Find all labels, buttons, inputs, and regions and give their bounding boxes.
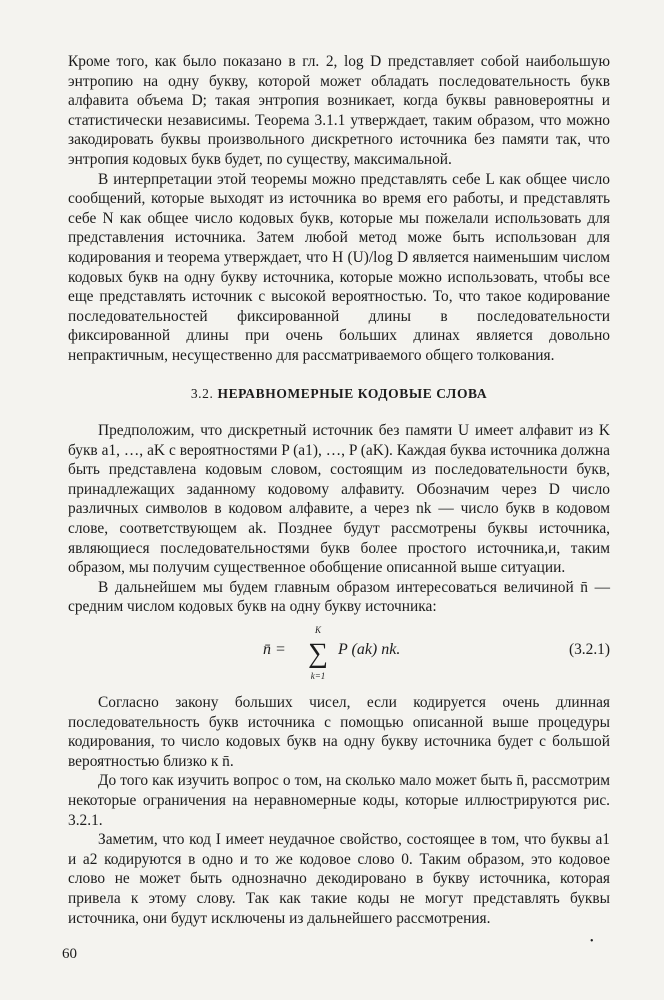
sum-upper-limit: K [314,625,321,636]
paragraph-interpretation: В интерпретации этой теоремы можно представлять себе L как общее число сообщений, которые выходят из источника во время его работы, и представлять себе N как общее число кодовых букв, которые мы пожелали использовать для представления источника. Затем любой метод може быть использован для кодирования и теорема утверждает, что H (U)/log D является наименьшим числом кодовых букв на одну букву источника, которые можно использовать, чтобы все еще представлять источник с высокой вероятностью. То, что такое кодирование последовательностей фиксированной длины в последовательности фиксированной длины при очень больших длинах является довольно непрактичным, несущественно для рассматриваемого общего толкования. [68,170,610,364]
equation-3-2-1 [68,621,610,687]
paragraph-intro: Кроме того, как было показано в гл. 2, log D представляет собой наибольшую энтропию на одну букву, которой может обладать последовательность букв алфавита объема D; такая энтропия возникает, когда буквы равновероятны и статистически независимы. Теорема 3.1.1 утверждает, таким образом, что можно закодировать буквы произвольного дискретного источника без памяти так, что энтропия кодовых букв будет, по существу, максимальной. [68,53,610,168]
footer-mark: • [590,936,594,947]
section-number: 3.2. [190,385,214,401]
equation-number: (3.2.1) [568,641,610,659]
paragraph-assumption: Предположим, что дискретный источник без памяти U имеет алфавит из K букв a1, …, aK с вероятностями P (a1), …, P (aK). Каждая буква источника должна быть представлена кодовым словом, состоящим из последовательности букв, принадлежащих заданному кодовому алфавиту. Обозначим через D число различных символов в кодовом алфавите, а через nk — число букв в кодовом слове, соответствующем ak. Позднее будут рассмотрены буквы источника, являющиеся последовательностями букв более простого источника,и, таким образом, мы получим существенное обобщение описанной выше ситуации. [68,422,610,577]
text-column [68,52,610,928]
equation-rhs: P (ak) nk. [338,641,401,659]
section-heading [68,384,610,404]
paragraph-code-one: Заметим, что код I имеет неудачное свойство, состоящее в том, что буквы a1 и a2 кодируются в одно и то же кодовое слово 0. Таким образом, это кодовое слово не может быть однозначно декодировано в букву источника, которая привела к этому слову. Так как такие коды не могут представлять буквы источника, они будут исключены из дальнейшего рассмотрения. [68,831,610,927]
sum-lower-limit: k=1 [310,670,326,681]
page-number: 60 [62,946,77,962]
equation-lhs: n̄ = [263,641,286,659]
summation [306,621,330,686]
sum-symbol: ∑ [308,637,328,669]
paragraph-large-numbers: Согласно закону больших чисел, если кодируется очень длинная последовательность букв источника с помощью описанной выше процедуры кодирования, то число кодовых букв на одну букву источника будет с большой вероятностью близко к n̄. [68,694,610,770]
paragraph-constraints: До того как изучить вопрос о том, на сколько мало может быть n̄, рассмотрим некоторые ограничения на неравномерные коды, которые иллюстрируются рис. 3.2.1. [68,772,610,829]
paragraph-average-length: В дальнейшем мы будем главным образом интересоваться величиной n̄ — средним числом кодовых букв на одну букву источника: [68,578,610,616]
section-title: НЕРАВНОМЕРНЫЕ КОДОВЫЕ СЛОВА [217,385,488,401]
